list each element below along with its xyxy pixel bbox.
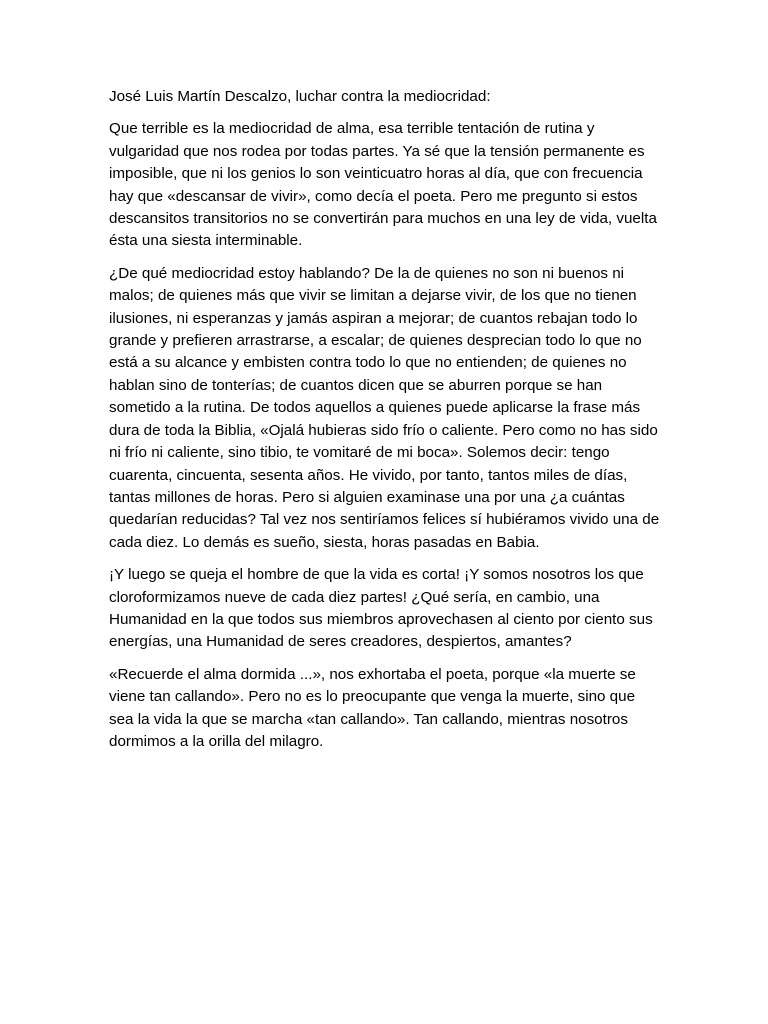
paragraph-3: ¡Y luego se queja el hombre de que la vida es corta! ¡Y somos nosotros los que cloroformizamos nueve de cada diez partes! ¿Qué sería, en cambio, una Humanidad en la que todos sus miembros aprovechasen al ciento por ciento sus energías, una Humanidad de seres creadores, despiertos, amantes? [109,566,653,651]
paragraph-2: ¿De qué mediocridad estoy hablando? De la de quienes no son ni buenos ni malos; de quienes más que vivir se limitan a dejarse vivir, de los que no tienen ilusiones, ni esperanzas y jamás aspiran a mejorar; de cuantos rebajan todo lo grande y prefieren arrastrarse, a escalar; de quienes desprecian todo lo que no está a su alcance y embisten contra todo lo que no entienden; de quienes no hablan sino de tonterías; de cuantos dicen que se aburren porque se han sometido a la rutina. De todos aquellos a quienes puede aplicarse la frase más dura de toda la Biblia, «Ojalá hubieras sido frío o caliente. Pero como no has sido ni frío ni caliente, sino tibio, te vomitaré de mi boca». Solemos decir: tengo cuarenta, cincuenta, sesenta años. He vivido, por tanto, tantos miles de días, tantas millones de horas. Pero si alguien examinase una por una ¿a cuántas quedarían reducidas? Tal vez nos sentiríamos felices sí hubiéramos vivido una de cada diez. Lo demás es sueño, siesta, horas pasadas en Babia. [109,264,660,551]
paragraph-4: «Recuerde el alma dormida ...», nos exhortaba el poeta, porque «la muerte se viene tan callando». Pero no es lo preocupante que venga la muerte, sino que sea la vida la que se marcha «tan callando». Tan callando, mientras nosotros dormimos a la orilla del milagro. [109,665,636,750]
paragraph-1: Que terrible es la mediocridad de alma, esa terrible tentación de rutina y vulgaridad que nos rodea por todas partes. Ya sé que la tensión permanente es imposible, que ni los genios lo son veinticuatro horas al día, que con frecuencia hay que «descansar de vivir», como decía el poeta. Pero me pregunto si estos descansitos transitorios no se convertirán para muchos en una ley de vida, vuelta ésta una siesta interminable. [109,120,657,250]
document-title: José Luis Martín Descalzo, luchar contra la mediocridad: [109,88,491,105]
document-body [109,86,661,763]
